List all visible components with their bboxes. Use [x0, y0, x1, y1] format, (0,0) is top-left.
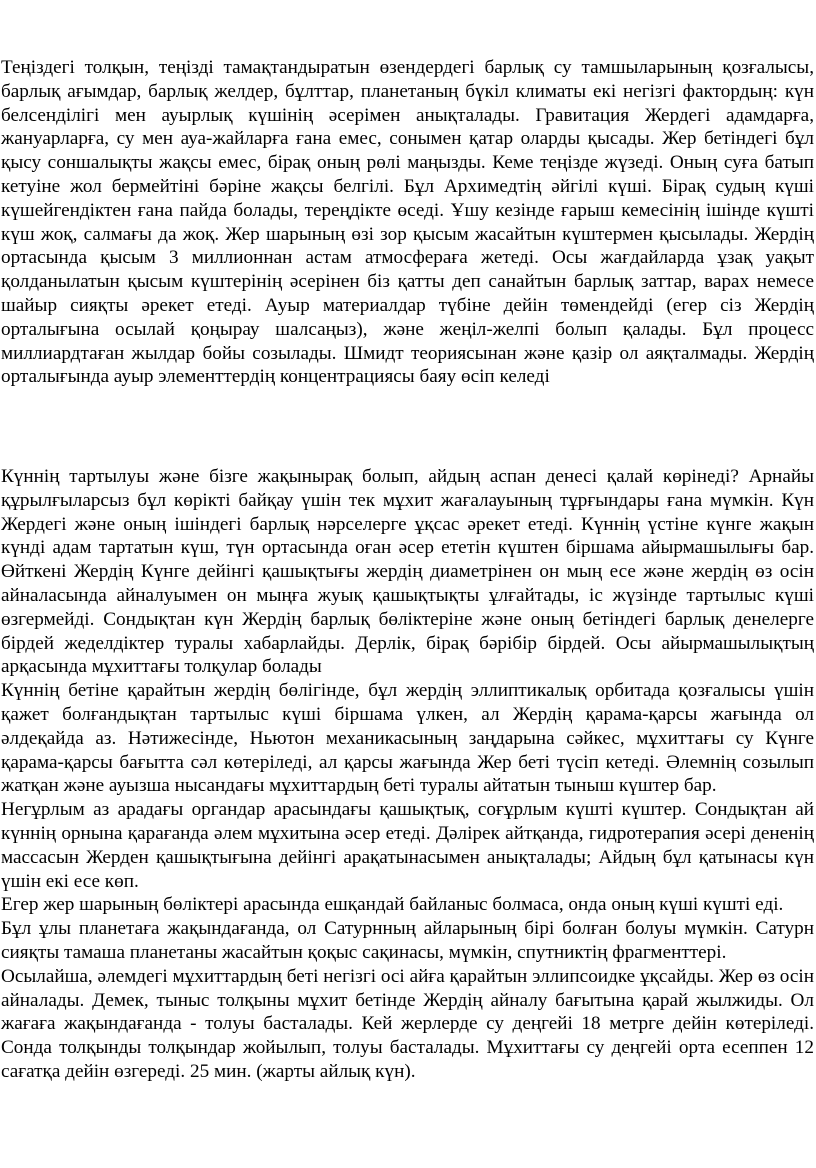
paragraph-no-connection: Егер жер шарының бөліктері арасында ешқандай байланыс болмаса, онда оның күші күшті еді. — [1, 894, 784, 916]
paragraph-ocean-rise: Күннің бетіне қарайтын жердің бөлігінде, бұл жердің эллиптикалық орбитада қозғалысы үшін қажет болғандықтан тартылыс күші біршама үлкен, ал Жердің қарама-қарсы жағында ол әлдеқайда аз. Нәтижесінде, Ньютон механикасының заңдарына сәйкес, мұхиттағы су Күнге қарама-қарсы бағытта сәл көтеріледі, ал қарсы жағында Жер беті түсіп кетеді. Әлемнің созылып жатқан және ауызша нысандағы мұхиттардың беті туралы айтатын тыныш күштер бар. — [1, 680, 814, 797]
text-section-2 — [0, 465, 816, 1084]
paragraph-saturn: Бұл ұлы планетаға жақындағанда, ол Сатурнның айларының бірі болған болуы мүмкін. Сатурн сияқты тамаша планетаны жасайтын қоқыс сақинасы, мүмкін, спутниктің фрагменттері. — [1, 918, 814, 963]
paragraph-gravity: Теңіздегі толқын, теңізді тамақтандыратын өзендердегі барлық су тамшыларының қозғалысы, барлық ағымдар, барлық желдер, бұлттар, планетаның бүкіл климаты екі негізгі фактордың: күн белсенділігі мен ауырлық күшінің әсерімен анықталады. Гравитация Жердегі адамдарға, жануарларға, су мен ауа-жайларға ғана емес, сонымен қатар оларды қысады. Жер бетіндегі бұл қысу соншалықты жақсы емес, бірақ оның рөлі маңызды. Кеме теңізде жүзеді. Оның суға батып кетуіне жол бермейтіні бәріне жақсы белгілі. Бұл Архимедтің әйгілі күші. Бірақ судың күші күшейгендіктен ғана пайда болады, тереңдікте өседі. Ұшу кезінде ғарыш кемесінің ішінде күшті күш жоқ, салмағы да жоқ. Жер шарының өзі зор қысым жасайтын күштермен қысылады. Жердің ортасында қысым 3 миллионнан астам атмосфераға жетеді. Осы жағдайларда ұзақ уақыт қолданылатын қысым күштерінің әсерінен біз қатты деп санайтын барлық заттар, варах немесе шайыр сияқты әрекет етеді. Ауыр материалдар түбіне дейін төмендейді (егер сіз Жердің орталығына осылай қоңырау шалсаңыз), және жеңіл-желпі болып қалады. Бұл процесс миллиардтаған жылдар бойы созылады. Шмидт теориясынан және қазір ол аяқталмады. Жердің орталығында ауыр элементтердің концентрациясы баяу өсіп келеді — [1, 57, 814, 388]
paragraph-ellipsoid-tides: Осылайша, әлемдегі мұхиттардың беті негізгі осі айға қарайтын эллипсоидке ұқсайды. Жер өз осін айналады. Демек, тыныс толқыны мұхит бетінде Жердің айналу бағытына қарай жылжиды. Ол жағаға жақындағанда - толуы басталады. Кей жерлерде су деңгейі 18 метрге дейін көтеріледі. Сонда толқынды толқындар жойылып, толуы басталады. Мұхиттағы су деңгейі орта есеппен 12 сағатқа дейін өзгереді. 25 мин. (жарты айлық күн). — [1, 965, 814, 1082]
paragraph-sun-attraction: Күннің тартылуы және бізге жақынырақ болып, айдың аспан денесі қалай көрінеді? Арнайы құрылғыларсыз бұл көрікті байқау үшін тек мұхит жағалауының тұрғындары ғана мүмкін. Күн Жердегі және оның ішіндегі барлық нәрселерге ұқсас әрекет етеді. Күннің үстіне күнге жақын күнді адам тартатын күш, түн ортасында оған әсер ететін күштен біршама айырмашылығы бар. Өйткені Жердің Күнге дейінгі қашықтығы жердің диаметрінен он мың есе және жердің өз осін айналасында айналуымен он мыңға жуық қашықтықты ұлғайтады, іс жүзінде тартылыс күші өзгермейді. Сондықтан күн Жердің барлық бөліктеріне және оның бетіндегі барлық денелерге бірдей жеделдіктер туралы хабарлайды. Дерлік, бірақ бәрібір бірдей. Осы айырмашылықтың арқасында мұхиттағы толқулар болады — [1, 466, 814, 678]
paragraph-distance-forces: Негұрлым аз арадағы органдар арасындағы қашықтық, соғұрлым күшті күштер. Сондықтан ай күннің орнына қарағанда әлем мұхитына әсер етеді. Дәлірек айтқанда, гидротерапия әсері дененің массасын Жерден қашықтығына дейінгі арақатынасымен анықталады; Айдың бұл қатынасы күн үшін екі есе көп. — [1, 799, 814, 892]
text-section-1 — [0, 56, 816, 389]
